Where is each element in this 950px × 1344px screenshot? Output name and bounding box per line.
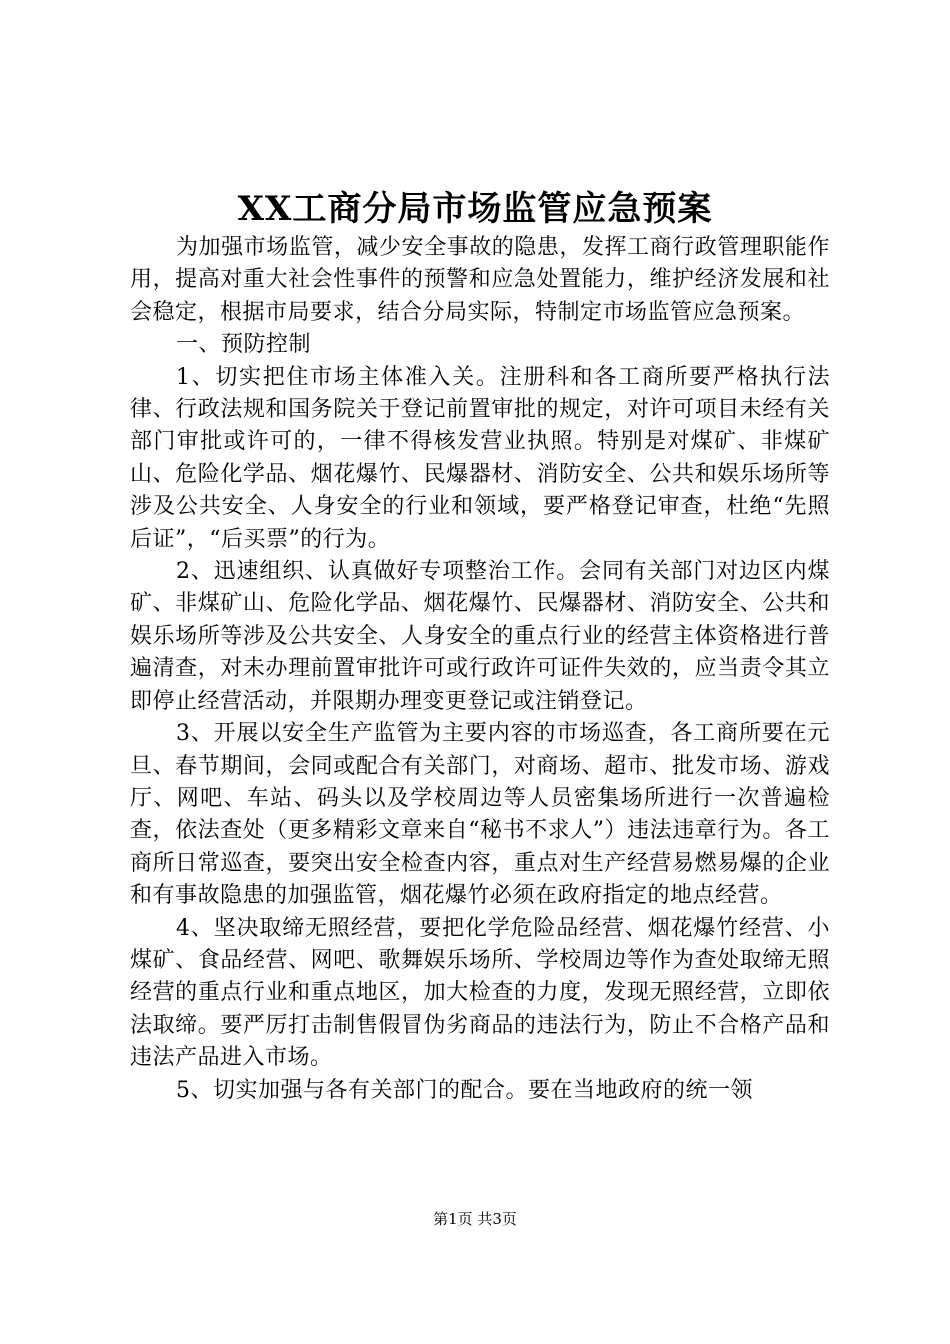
document-body (130, 232, 830, 1107)
paragraph-item-5: 5、切实加强与各有关部门的配合。要在当地政府的统一领 (176, 1077, 753, 1103)
paragraph-intro: 为加强市场监管，减少安全事故的隐患，发挥工商行政管理职能作用，提高对重大社会性事件的预警和应急处置能力，维护经济发展和社会稳定，根据市局要求，结合分局实际，特制定市场监管应急预案。 (130, 235, 830, 325)
paragraph-item-4: 4、坚决取缔无照经营，要把化学危险品经营、烟花爆竹经营、小煤矿、食品经营、网吧、歌舞娱乐场所、学校周边等作为查处取缔无照经营的重点行业和重点地区，加大检查的力度，发现无照经营，立即依法取缔。要严厉打击制售假冒伪劣商品的违法行为，防止不合格产品和违法产品进入市场。 (130, 915, 830, 1071)
section-heading-prevention: 一、预防控制 (176, 332, 312, 358)
paragraph-item-3: 3、开展以安全生产监管为主要内容的市场巡查，各工商所要在元旦、春节期间，会同或配合有关部门，对商场、超市、批发市场、游戏厅、网吧、车站、码头以及学校周边等人员密集场所进行一次普遍检查，依法查处（更多精彩文章来自“秘书不求人”）违法违章行为。各工商所日常巡查，要突出安全检查内容，重点对生产经营易燃易爆的企业和有事故隐患的加强监管，烟花爆竹必须在政府指定的地点经营。 (130, 721, 830, 909)
paragraph-item-2: 2、迅速组织、认真做好专项整治工作。会同有关部门对边区内煤矿、非煤矿山、危险化学品、烟花爆竹、民爆器材、消防安全、公共和娱乐场所等涉及公共安全、人身安全的重点行业的经营主体资格进行普遍清查，对未办理前置审批许可或行政许可证件失效的，应当责令其立即停止经营活动，并限期办理变更登记或注销登记。 (130, 559, 830, 714)
paragraph-item-1: 1、切实把住市场主体准入关。注册科和各工商所要严格执行法律、行政法规和国务院关于登记前置审批的规定，对许可项目未经有关部门审批或许可的，一律不得核发营业执照。特别是对煤矿、非煤矿山、危险化学品、烟花爆竹、民爆器材、消防安全、公共和娱乐场所等涉及公共安全、人身安全的行业和领域，要严格登记审查，杜绝“先照后证”，“后买票”的行为。 (130, 364, 830, 552)
page-number-footer: 第1页 共3页 (433, 1210, 517, 1228)
document-title: XX工商分局市场监管应急预案 (237, 189, 713, 229)
